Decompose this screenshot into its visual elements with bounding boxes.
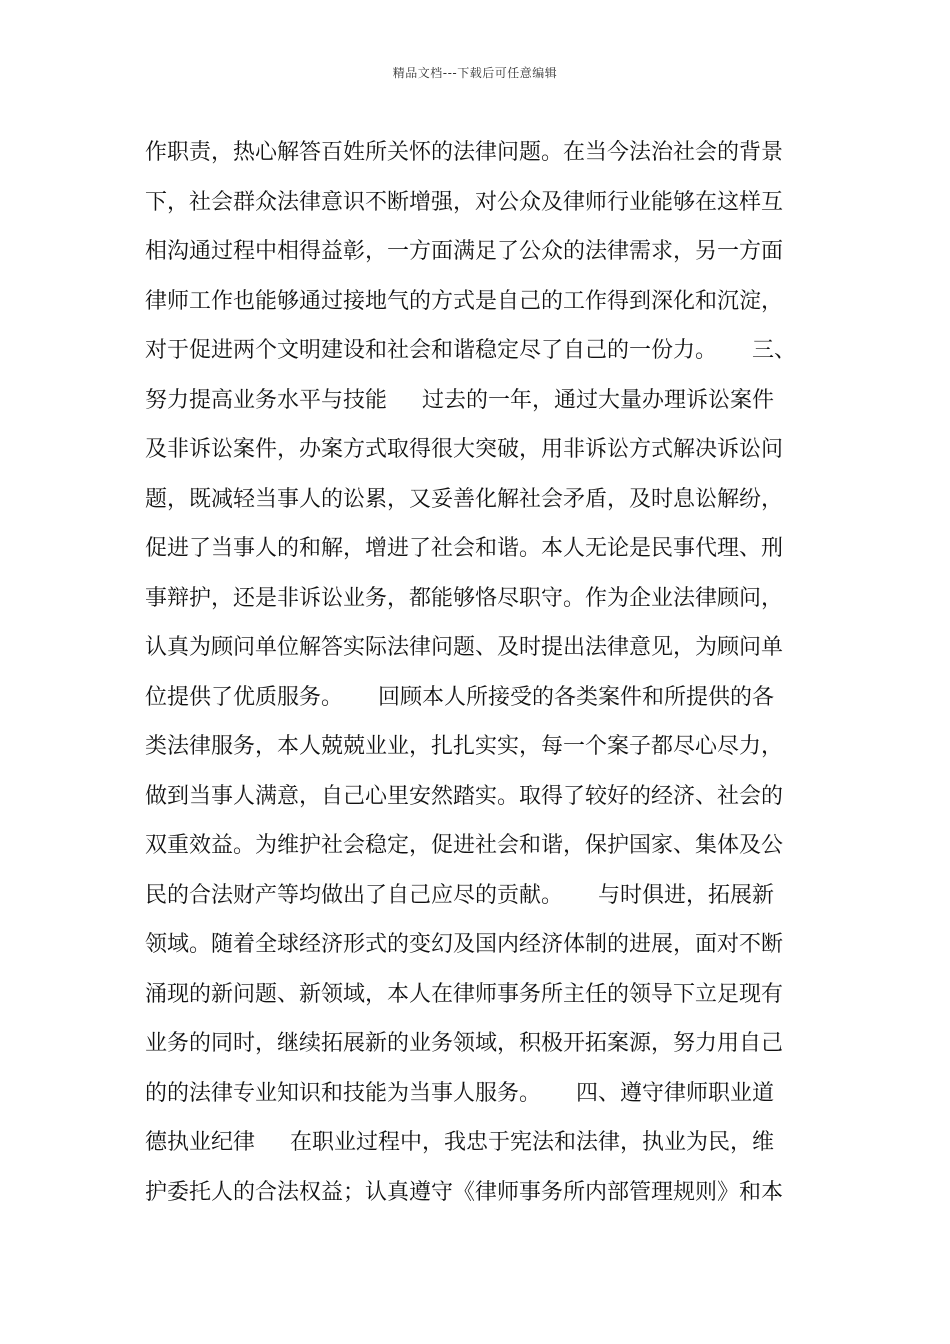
text-line: 民的合法财产等均做出了自己应尽的贡献。 与时俱进，拓展新 — [145, 882, 774, 908]
text-line: 认真为顾问单位解答实际法律问题、及时提出法律意见，为顾问单 — [145, 635, 784, 660]
text-line: 位提供了优质服务。 回顾本人所接受的各类案件和所提供的各 — [145, 684, 774, 710]
text-line: 领域。随着全球经济形式的变幻及国内经济体制的进展，面对不断 — [145, 932, 784, 957]
document-body — [145, 128, 825, 1217]
text-line: 德执业纪律 在职业过程中，我忠于宪法和法律，执业为民，维 — [145, 1130, 774, 1155]
text-line: 相沟通过程中相得益彰，一方面满足了公众的法律需求，另一方面 — [145, 239, 784, 264]
text-line: 对于促进两个文明建设和社会和谐稳定尽了自己的一份力。 三、 — [145, 338, 796, 363]
text-line: 的的法律专业知识和技能为当事人服务。 四、遵守律师职业道 — [145, 1080, 774, 1106]
text-line: 促进了当事人的和解，增进了社会和谐。本人无论是民事代理、刑 — [145, 536, 784, 561]
text-line: 努力提高业务水平与技能 过去的一年，通过大量办理诉讼案件 — [145, 387, 774, 413]
text-line: 律师工作也能够通过接地气的方式是自己的工作得到深化和沉淀， — [145, 288, 784, 314]
text-line: 涌现的新问题、新领域，本人在律师事务所主任的领导下立足现有 — [145, 981, 784, 1007]
text-line: 做到当事人满意，自己心里安然踏实。取得了较好的经济、社会的 — [145, 783, 784, 809]
text-line: 及非诉讼案件，办案方式取得很大突破，用非诉讼方式解决诉讼问 — [145, 437, 784, 462]
text-line: 作职责，热心解答百姓所关怀的法律问题。在当今法治社会的背景 — [145, 140, 784, 165]
text-line: 题，既减轻当事人的讼累，又妥善化解社会矛盾，及时息讼解纷， — [145, 486, 784, 512]
text-line: 护委托人的合法权益；认真遵守《律师事务所内部管理规则》和本 — [145, 1179, 784, 1205]
text-line: 下，社会群众法律意识不断增强，对公众及律师行业能够在这样互 — [145, 189, 784, 215]
text-line: 双重效益。为维护社会稳定，促进社会和谐，保护国家、集体及公 — [145, 833, 784, 858]
text-line: 类法律服务，本人兢兢业业，扎扎实实，每一个案子都尽心尽力， — [145, 734, 784, 759]
text-line: 业务的同时，继续拓展新的业务领域，积极开拓案源，努力用自己 — [145, 1031, 784, 1056]
page-header: 精品文档---下载后可任意编辑 — [392, 66, 558, 80]
text-line: 事辩护，还是非诉讼业务，都能够恪尽职守。作为企业法律顾问， — [145, 585, 784, 611]
